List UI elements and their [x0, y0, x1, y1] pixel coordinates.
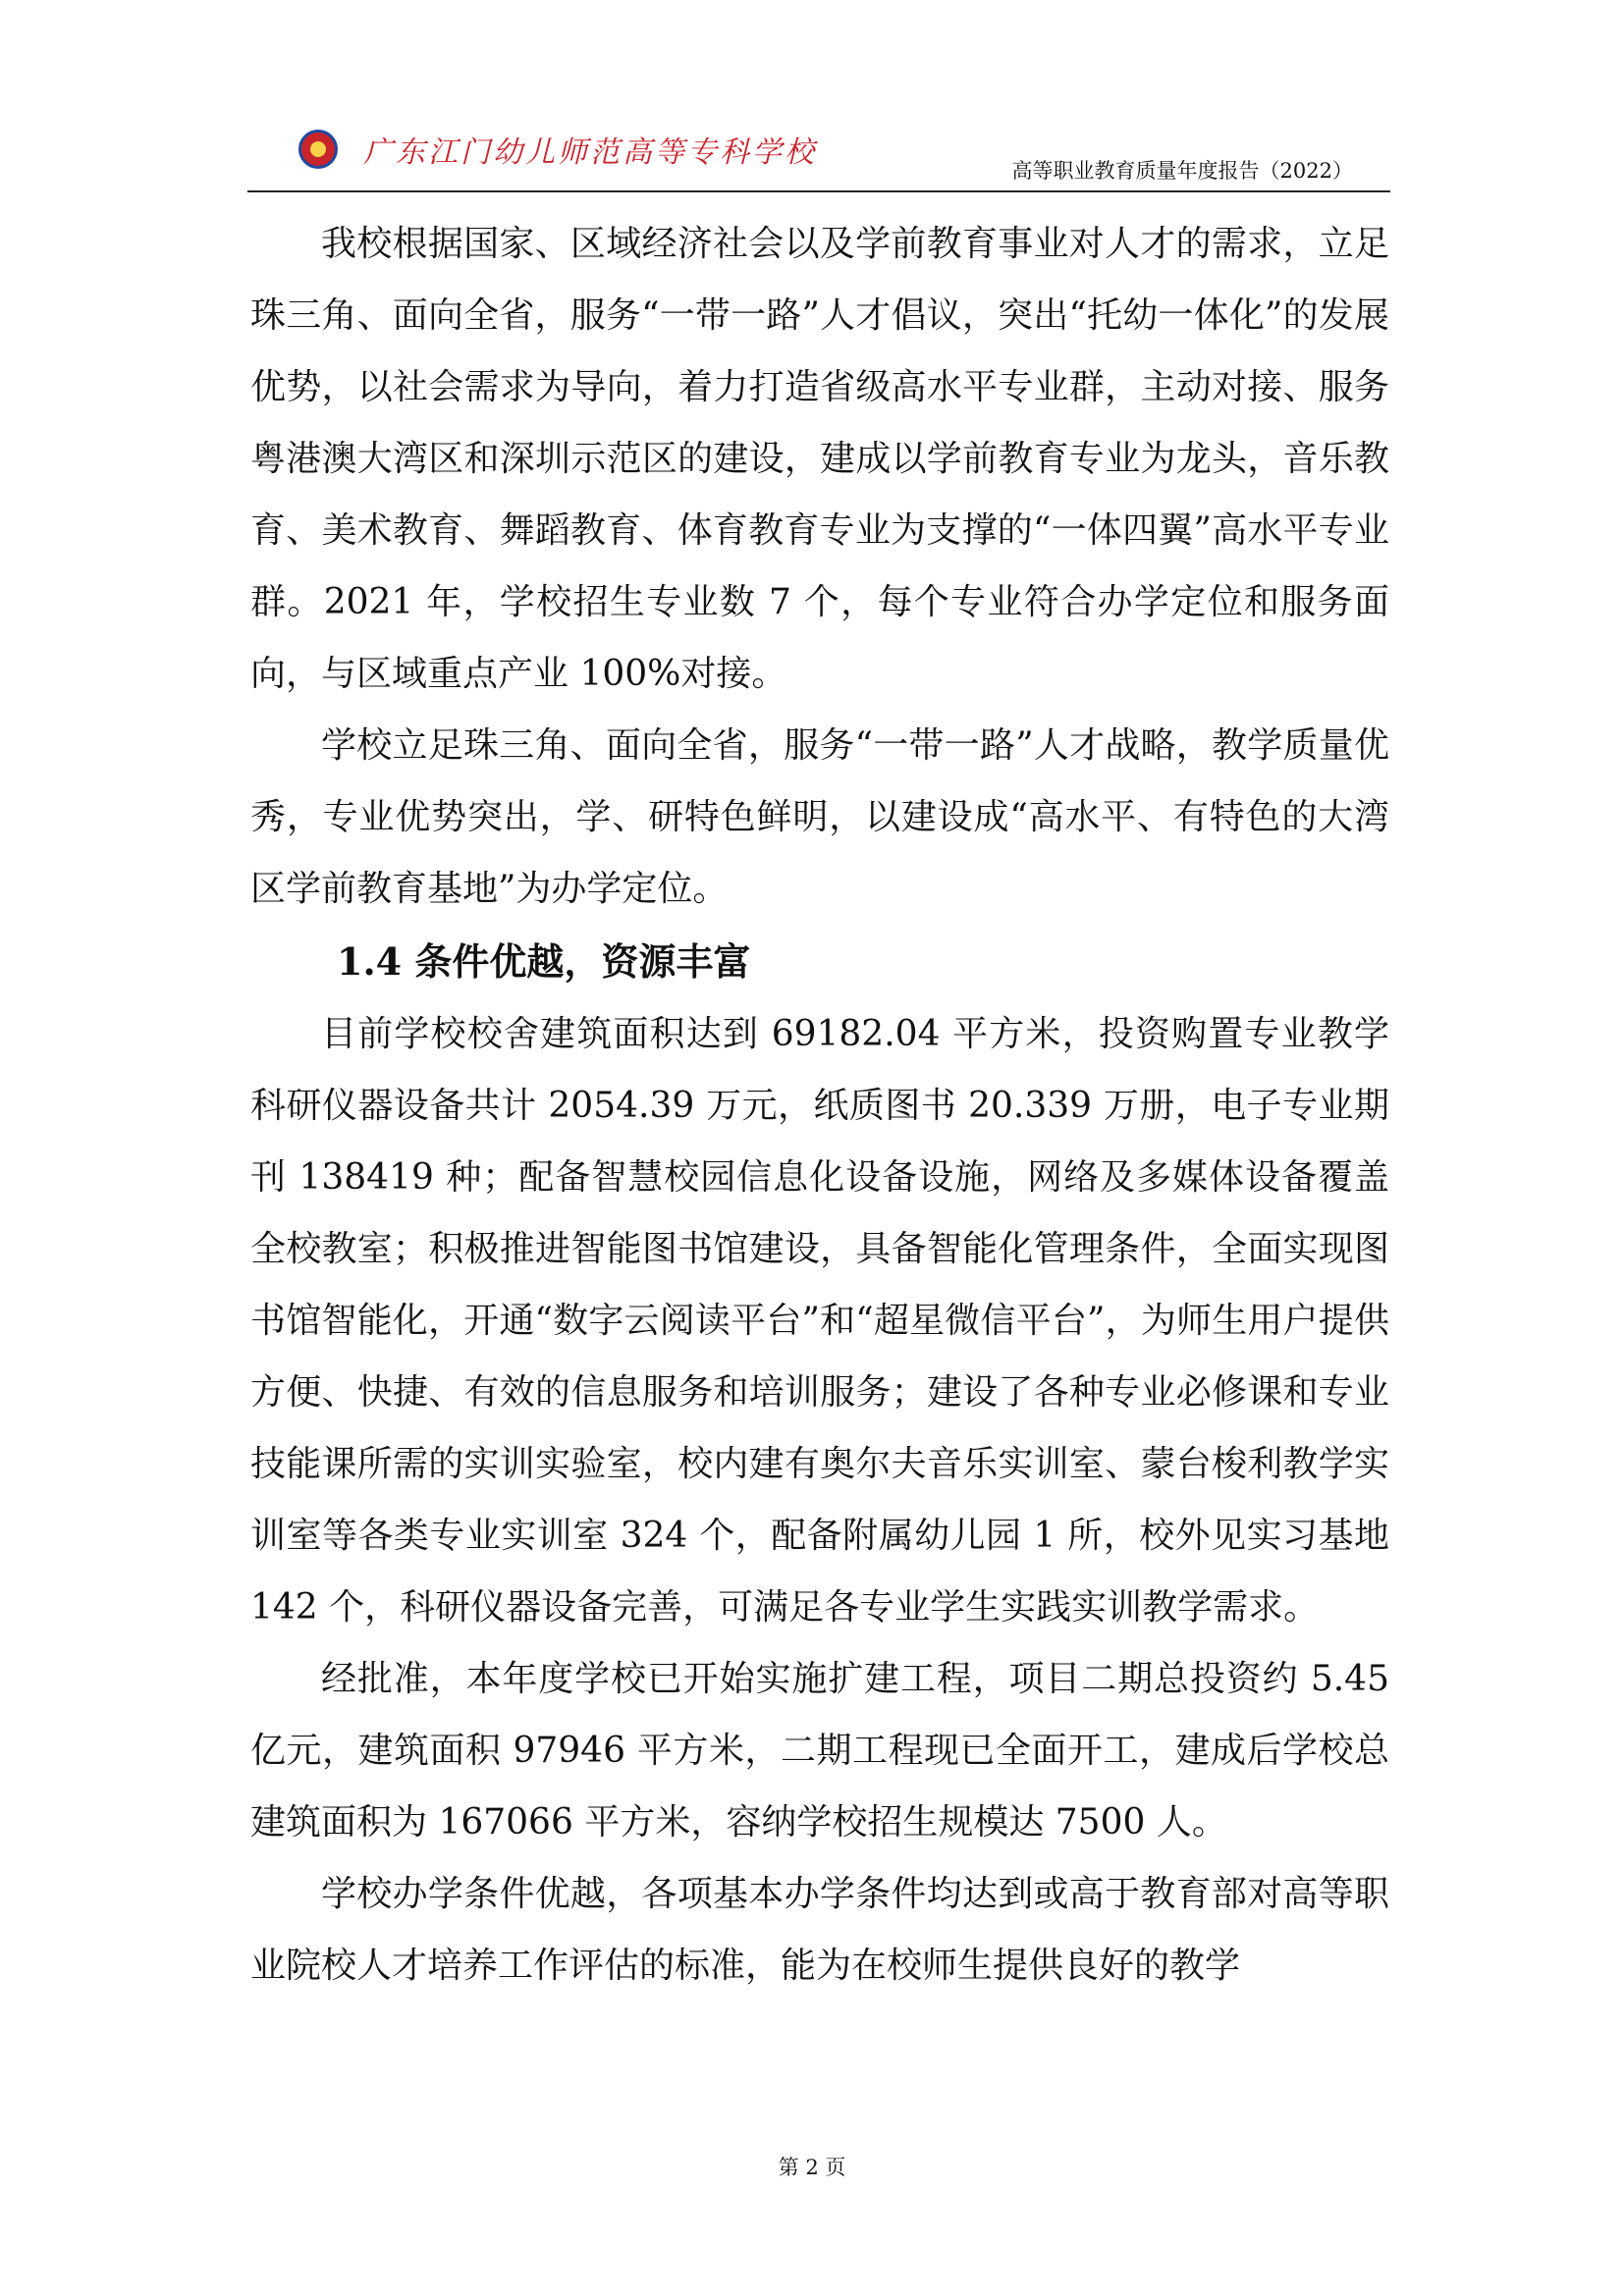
header-divider	[247, 190, 1390, 192]
report-title: 高等职业教育质量年度报告（2022）	[1011, 159, 1353, 183]
school-seal-icon	[298, 130, 338, 169]
section-heading: 1.4 条件优越，资源丰富	[337, 939, 751, 984]
paragraph-positioning: 学校立足珠三角、面向全省，服务“一带一路”人才战略，教学质量优秀，专业优势突出，学、研特色鲜明，以建设成“高水平、有特色的大湾区学前教育基地”为办学定位。	[250, 725, 1389, 909]
paragraph-conditions: 学校办学条件优越，各项基本办学条件均达到或高于教育部对高等职业院校人才培养工作评估的标准，能为在校师生提供良好的教学	[250, 1874, 1389, 1986]
paragraph-facilities: 目前学校校舍建筑面积达到 69182.04 平方米，投资购置专业教学科研仪器设备共计 2054.39 万元，纸质图书 20.339 万册，电子专业期刊 138419 种；配备智慧校园信息化设备设施，网络及多媒体设备覆盖全校教室；积极推进智能图书馆建设，具备智能化管理条件，全面实现图书馆智能化，开通“数字云阅读平台”和“超星微信平台”，为师生用户提供方便、快捷、有效的信息服务和培训服务；建设了各种专业必修课和专业技能课所需的实训实验室，校内建有奥尔夫音乐实训室、蒙台梭利教学实训室等各类专业实训室 324 个，配备附属幼儿园 1 所，校外见实习基地 142 个，科研仪器设备完善，可满足各专业学生实践实训教学需求。	[250, 1014, 1389, 1628]
school-name-logo: 广东江门幼儿师范高等专科学校	[363, 135, 817, 170]
paragraph-expansion: 经批准，本年度学校已开始实施扩建工程，项目二期总投资约 5.45 亿元，建筑面积 97946 平方米，二期工程现已全面开工，建成后学校总建筑面积为 167066 平方米，容纳学校招生规模达 7500 人。	[250, 1659, 1389, 1842]
paragraph-specialty-groups: 我校根据国家、区域经济社会以及学前教育事业对人才的需求，立足珠三角、面向全省，服务“一带一路”人才倡议，突出“托幼一体化”的发展优势，以社会需求为导向，着力打造省级高水平专业群，主动对接、服务粤港澳大湾区和深圳示范区的建设，建成以学前教育专业为龙头，音乐教育、美术教育、舞蹈教育、体育教育专业为支撑的“一体四翼”高水平专业群。2021 年，学校招生专业数 7 个，每个专业符合办学定位和服务面向，与区域重点产业 100%对接。	[250, 224, 1389, 694]
page-number: 第 2 页	[778, 2156, 846, 2179]
document-body	[250, 208, 1389, 2002]
page-header	[247, 116, 1390, 190]
